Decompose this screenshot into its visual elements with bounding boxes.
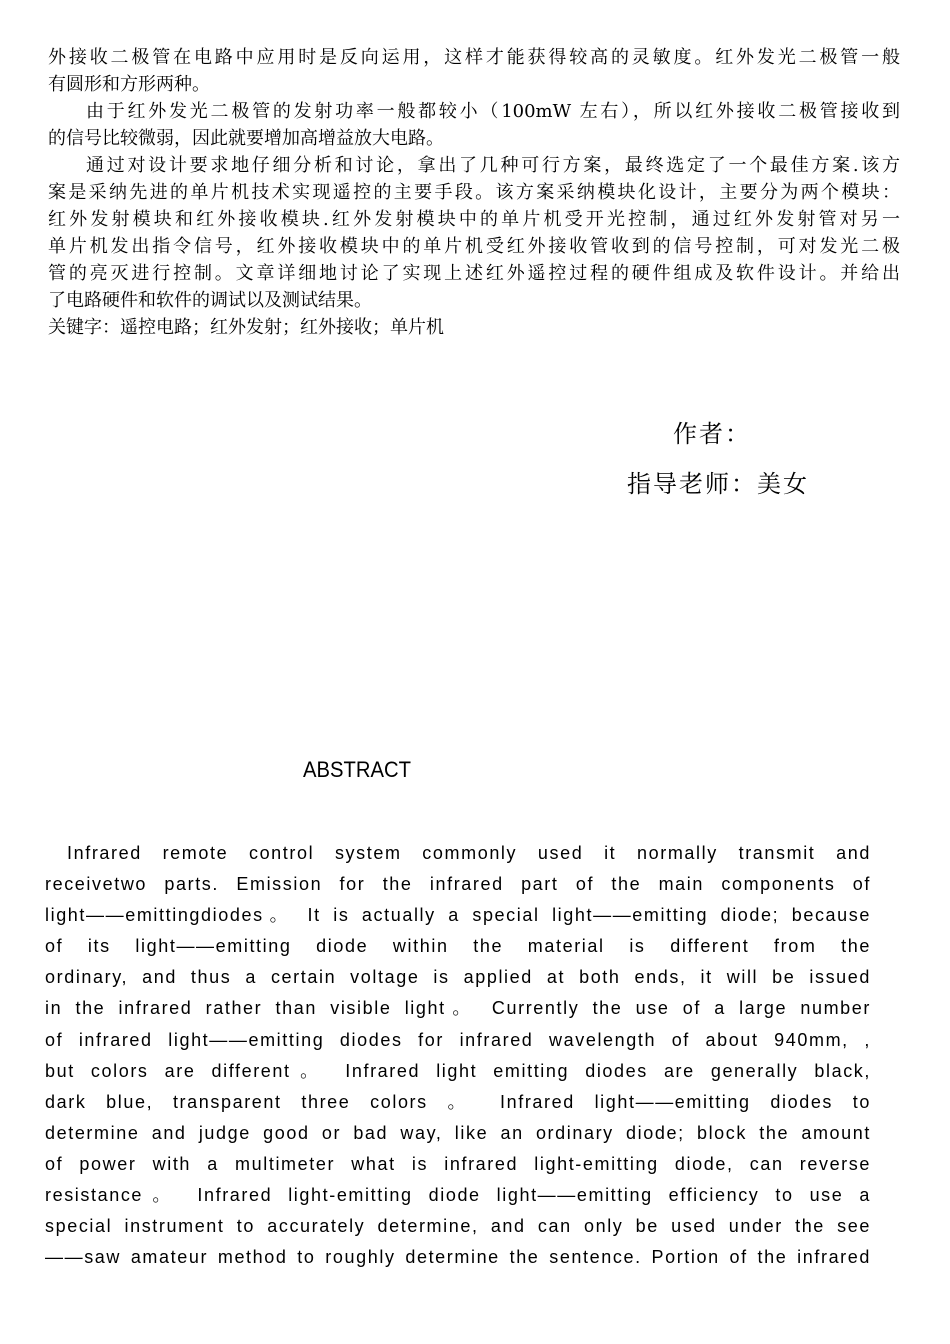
advisor-label: 指导老师：美女 [627,470,809,498]
text-line: 红外发射模块和红外接收模块.红外发射模块中的单片机受开光控制，通过红外发射管对另一 [48,209,900,230]
text-line: receivetwo parts. Emission for the infrared part of the main components of [45,874,871,895]
text-line: of its light——emitting diode within the material is different from the [45,936,871,957]
text-line: 有圆形和方形两种。 [48,74,210,95]
text-line: of power with a multimeter what is infrared light-emitting diode, can reverse [45,1153,871,1174]
text-line: 单片机发出指令信号，红外接收模块中的单片机受红外接收管收到的信号控制，可对发光二极 [48,236,900,257]
text-line: determine and judge good or bad way, like an ordinary diode; block the amount [45,1122,871,1143]
english-abstract [45,840,871,1275]
text-line: but colors are different。 Infrared light emitting diodes are generally black, [45,1060,871,1081]
text-line: 的信号比较微弱，因此就要增加高增益放大电路。 [48,128,444,149]
text-line: Infrared remote control system commonly used it normally transmit and [67,843,871,863]
text-line: light——emittingdiodes。 It is actually a special light——emitting diode; because [45,905,871,926]
keywords-line: 关键字：遥控电路；红外发射；红外接收；单片机 [48,317,444,338]
text-line: ——saw amateur method to roughly determine the sentence. Portion of the infrared [45,1247,871,1268]
text-line: 外接收二极管在电路中应用时是反向运用，这样才能获得较高的灵敏度。红外发光二极管一般 [48,47,900,68]
text-line: 管的亮灭进行控制。文章详细地讨论了实现上述红外遥控过程的硬件组成及软件设计。并给出 [48,263,900,284]
text-line: of infrared light——emitting diodes for infrared wavelength of about 940mm, , [45,1029,871,1050]
text-line: in the infrared rather than visible light。 Currently the use of a large number [45,998,871,1019]
text-line: special instrument to accurately determine, and can only be used under the see [45,1216,871,1237]
text-line: 由于红外发光二极管的发射功率一般都较小（100mW 左右），所以红外接收二极管接收到 [86,101,900,122]
author-label: 作者： [673,420,751,448]
chinese-abstract [48,44,900,341]
text-line: resistance。 Infrared light-emitting diode light——emitting efficiency to use a [45,1185,871,1206]
text-line: 案是采纳先进的单片机技术实现遥控的主要手段。该方案采纳模块化设计，主要分为两个模块： [48,182,900,203]
text-line: 了电路硬件和软件的调试以及测试结果。 [48,290,372,311]
text-line: 通过对设计要求地仔细分析和讨论，拿出了几种可行方案，最终选定了一个最佳方案.该方 [86,155,900,176]
text-line: dark blue, transparent three colors 。 Infrared light——emitting diodes to [45,1091,871,1112]
text-line: ordinary, and thus a certain voltage is applied at both ends, it will be issued [45,967,871,988]
abstract-title: ABSTRACT [303,757,411,782]
